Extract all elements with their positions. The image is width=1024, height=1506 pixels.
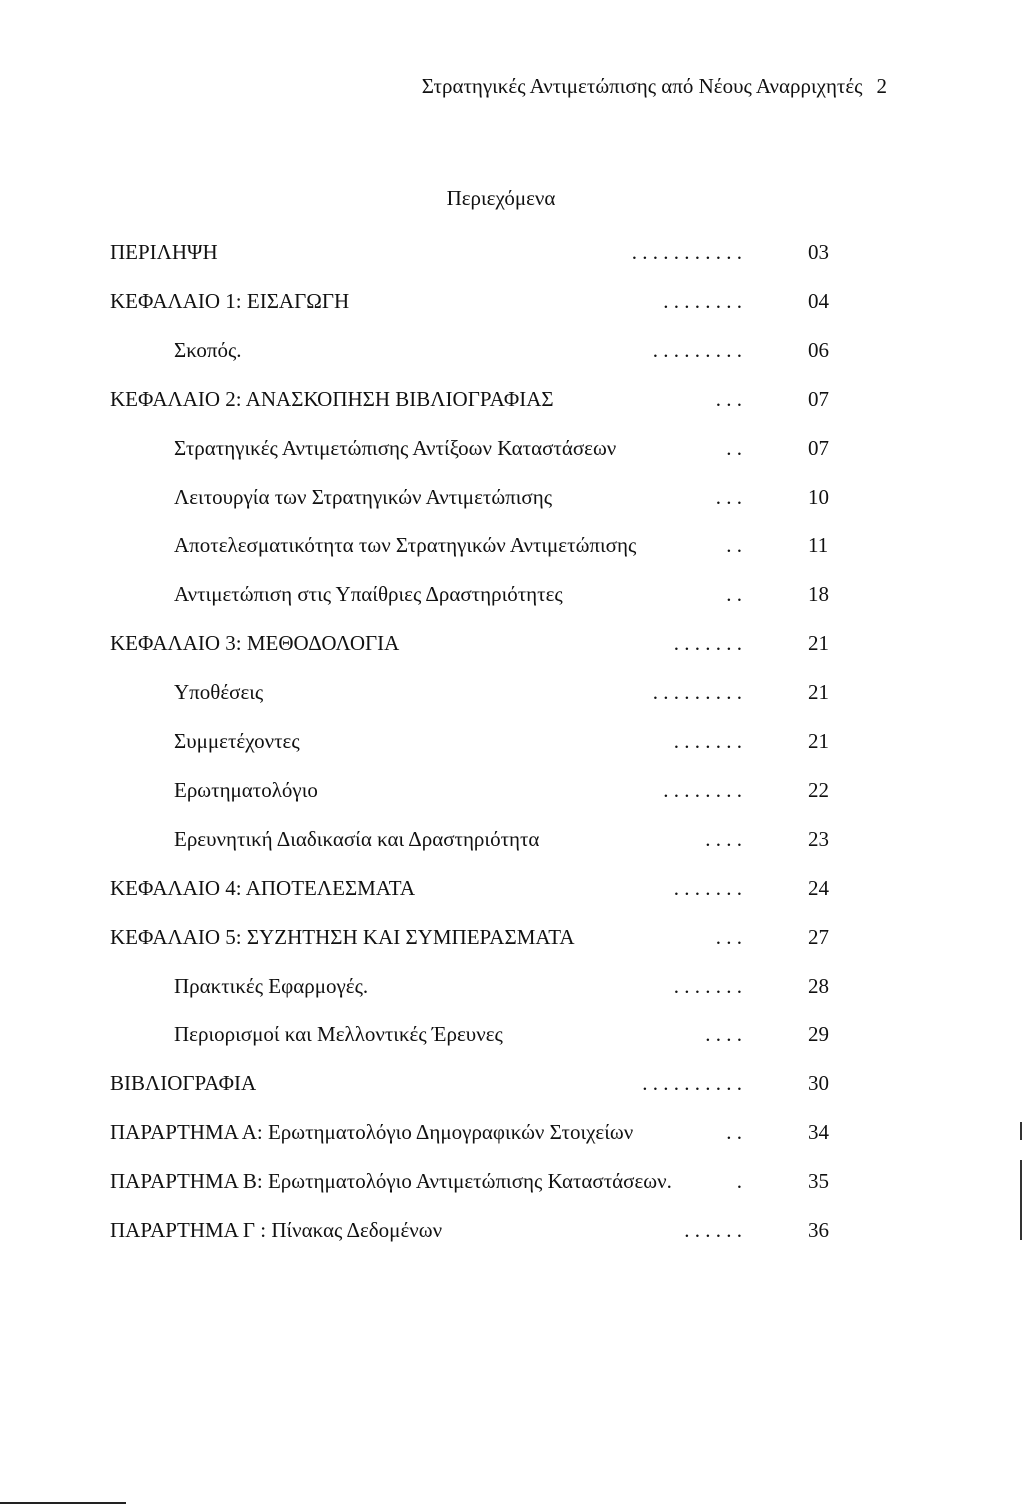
- toc-entry: [0, 873, 1024, 903]
- toc-page-number: 21: [808, 729, 829, 753]
- toc-page-number: 21: [808, 631, 829, 655]
- toc-entry-label: Ερευνητική Διαδικασία και Δραστηριότητα: [174, 827, 540, 851]
- toc-page-number: 22: [808, 778, 829, 802]
- toc-leader-dots: . . . .: [705, 827, 742, 851]
- toc-leader-dots: . . . .: [705, 1022, 742, 1046]
- toc-leader-dots: . . .: [715, 387, 742, 411]
- toc-page-number: 04: [808, 289, 829, 313]
- toc-title: Περιεχόμενα: [446, 186, 556, 210]
- toc-entry: [0, 433, 1024, 463]
- toc-entry: [0, 677, 1024, 707]
- toc-entry-label: Πρακτικές Εφαρμογές.: [174, 974, 369, 998]
- toc-leader-dots: . . .: [715, 925, 742, 949]
- toc-entry-label: Στρατηγικές Αντιμετώπισης Αντίξοων Καταστάσεων: [174, 436, 617, 460]
- toc-leader-dots: .: [736, 1169, 742, 1193]
- toc-entry: [0, 237, 1024, 267]
- toc-entry-label: Ερωτηματολόγιο: [174, 778, 318, 802]
- toc-entry: [0, 628, 1024, 658]
- toc-leader-dots: . .: [726, 533, 742, 557]
- scan-edge-mark: [1020, 1160, 1022, 1240]
- toc-page-number: 23: [808, 827, 829, 851]
- toc-page-number: 35: [808, 1169, 829, 1193]
- toc-entry: [0, 775, 1024, 805]
- toc-page-number: 21: [808, 680, 829, 704]
- toc-leader-dots: . .: [726, 582, 742, 606]
- scan-edge-mark: [1020, 1122, 1022, 1140]
- toc-entry-label: ΠΑΡΑΡΤΗΜΑ Β: Ερωτηματολόγιο Αντιμετώπισης Καταστάσεων.: [110, 1169, 672, 1193]
- scan-bottom-line: [0, 1502, 126, 1504]
- toc-page-number: 06: [808, 338, 829, 362]
- running-head: [422, 74, 887, 99]
- toc-entry: [0, 971, 1024, 1001]
- toc-entry-label: Σκοπός.: [174, 338, 242, 362]
- toc-entry-label: Αποτελεσματικότητα των Στρατηγικών Αντιμετώπισης: [174, 533, 637, 557]
- toc-entry: [0, 1117, 1024, 1147]
- toc-entry-label: Συμμετέχοντες: [174, 729, 300, 753]
- toc-entry: [0, 579, 1024, 609]
- toc-entry-label: Περιορισμοί και Μελλοντικές Έρευνες: [174, 1022, 503, 1046]
- toc-page-number: 07: [808, 436, 829, 460]
- toc-entry-label: Υποθέσεις: [174, 680, 264, 704]
- toc-leader-dots: . . . . . . . . . . .: [631, 240, 742, 264]
- toc-entry-label: Αντιμετώπιση στις Υπαίθριες Δραστηριότητες: [174, 582, 563, 606]
- toc-entry-label: ΚΕΦΑΛΑΙΟ 5: ΣΥΖΗΤΗΣΗ ΚΑΙ ΣΥΜΠΕΡΑΣΜΑΤΑ: [110, 925, 575, 949]
- toc-entry: [0, 1166, 1024, 1196]
- toc-entry: [0, 1019, 1024, 1049]
- toc-leader-dots: . . . . . . .: [673, 631, 742, 655]
- toc-entry-label: Λειτουργία των Στρατηγικών Αντιμετώπισης: [174, 485, 553, 509]
- toc-entry: [0, 1068, 1024, 1098]
- toc-page-number: 10: [808, 485, 829, 509]
- toc-page-number: 03: [808, 240, 829, 264]
- toc-entry-label: ΚΕΦΑΛΑΙΟ 4: ΑΠΟΤΕΛΕΣΜΑΤΑ: [110, 876, 416, 900]
- toc-leader-dots: . . . . . .: [684, 1218, 742, 1242]
- toc-page-number: 34: [808, 1120, 829, 1144]
- toc-leader-dots: . . . . . . .: [673, 876, 742, 900]
- toc-leader-dots: . .: [726, 1120, 742, 1144]
- toc-leader-dots: . . . . . . . . . .: [642, 1071, 742, 1095]
- toc-entry: [0, 1215, 1024, 1245]
- toc-page-number: 11: [808, 533, 829, 557]
- toc-entry-label: ΒΙΒΛΙΟΓΡΑΦΙΑ: [110, 1071, 257, 1095]
- toc-leader-dots: . . . . . . . . .: [652, 680, 742, 704]
- toc-page-number: 29: [808, 1022, 829, 1046]
- toc-entry: [0, 726, 1024, 756]
- toc-page-number: 30: [808, 1071, 829, 1095]
- toc-entry: [0, 530, 1024, 560]
- toc-entry: [0, 384, 1024, 414]
- toc-leader-dots: . . . . . . . .: [663, 778, 742, 802]
- running-title: Στρατηγικές Αντιμετώπισης από Νέους Αναρριχητές: [421, 74, 863, 98]
- toc-entry: [0, 922, 1024, 952]
- toc-entry-label: ΠΕΡΙΛΗΨΗ: [110, 240, 218, 264]
- toc-leader-dots: . . . . . . . .: [663, 289, 742, 313]
- toc-entry-label: ΚΕΦΑΛΑΙΟ 2: ΑΝΑΣΚΟΠΗΣΗ ΒΙΒΛΙΟΓΡΑΦΙΑΣ: [110, 387, 554, 411]
- toc-leader-dots: . . . . . . .: [673, 729, 742, 753]
- toc-leader-dots: . . .: [715, 485, 742, 509]
- toc-page-number: 18: [808, 582, 829, 606]
- toc-leader-dots: . . . . . . .: [673, 974, 742, 998]
- toc-page-number: 27: [808, 925, 829, 949]
- toc-entry: [0, 286, 1024, 316]
- toc-leader-dots: . . . . . . . . .: [652, 338, 742, 362]
- toc-leader-dots: . .: [726, 436, 742, 460]
- toc-page-number: 28: [808, 974, 829, 998]
- toc-entry: [0, 335, 1024, 365]
- toc-entry: [0, 824, 1024, 854]
- toc-entry-label: ΚΕΦΑΛΑΙΟ 1: ΕΙΣΑΓΩΓΗ: [110, 289, 350, 313]
- toc-entry-label: ΚΕΦΑΛΑΙΟ 3: ΜΕΘΟΔΟΛΟΓΙΑ: [110, 631, 400, 655]
- toc-entry-label: ΠΑΡΑΡΤΗΜΑ Γ : Πίνακας Δεδομένων: [110, 1218, 443, 1242]
- toc-page-number: 07: [808, 387, 829, 411]
- page-number: 2: [876, 74, 887, 98]
- toc-entry-label: ΠΑΡΑΡΤΗΜΑ Α: Ερωτηματολόγιο Δημογραφικών Στοιχείων: [110, 1120, 634, 1144]
- toc-page-number: 24: [808, 876, 829, 900]
- toc-page-number: 36: [808, 1218, 829, 1242]
- toc-entry: [0, 482, 1024, 512]
